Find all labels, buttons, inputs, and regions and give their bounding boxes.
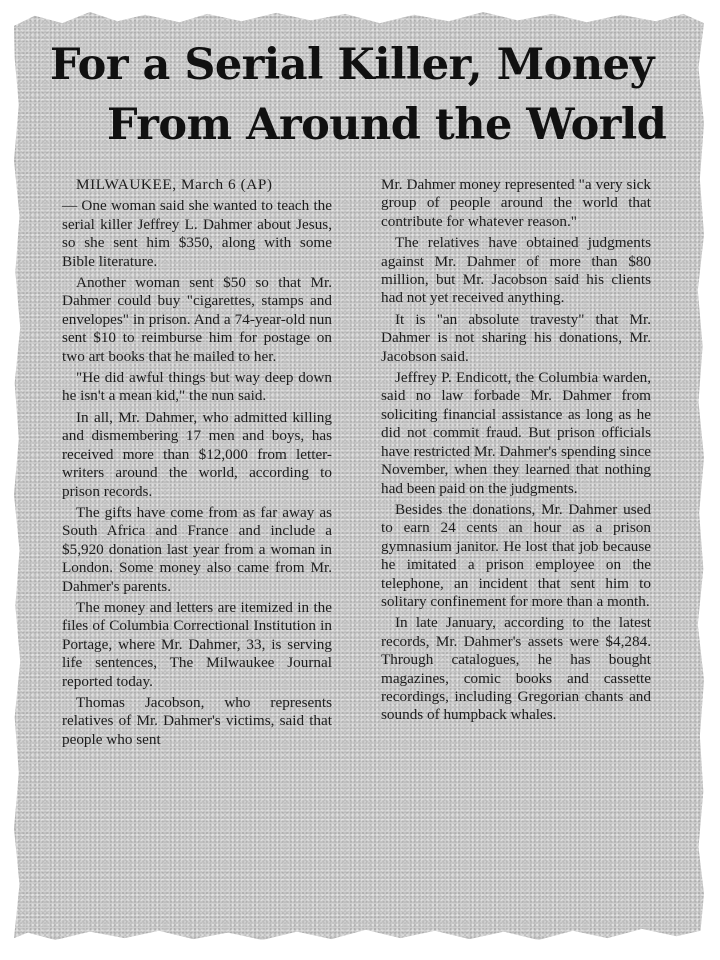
article-column-left [62,176,332,752]
article-paragraph: Another woman sent $50 so that Mr. Dahmer could buy "cigarettes, stamps and envelopes" in prison. And a 74-year-old nun sent $10 to reimburse him for postage on two art books that he mailed to her. [62,274,332,365]
article-paragraph: Besides the donations, Mr. Dahmer used to earn 24 cents an hour as a prison gymnasium janitor. He lost that job because he imitated a prison employee on the telephone, an incident that sent him to solitary confinement for more than a month. [381,500,651,610]
article-paragraph: — One woman said she wanted to teach the serial killer Jeffrey L. Dahmer about Jesus, so she sent him $350, along with some Bible literature. [62,197,332,270]
article-paragraph: "He did awful things but way deep down he isn't a mean kid," the nun said. [62,369,332,405]
article-paragraph [62,176,332,194]
article-paragraph: The gifts have come from as far away as South Africa and France and include a $5,920 donation last year from a woman in London. Some money also came from Mr. Dahmer's parents. [62,503,332,595]
article-paragraph: In late January, according to the latest records, Mr. Dahmer's assets were $4,284. Through catalogues, he has bought magazines, comic books and cassette recordings, including Gregorian chants and sounds of humpback whales. [381,614,651,724]
headline-line-1: For a Serial Killer, Money [50,40,654,90]
article-paragraph: The money and letters are itemized in the files of Columbia Correctional Institution in Portage, where Mr. Dahmer, 33, is serving life sentences, The Milwaukee Journal reported today. [62,598,332,690]
article-paragraph: In all, Mr. Dahmer, who admitted killing and dismembering 17 men and boys, has received more than $12,000 from letter-writers around the world, according to prison records. [62,408,332,500]
dateline: MILWAUKEE, March 6 (AP) [76,176,273,193]
article-paragraph: Mr. Dahmer money represented "a very sick group of people around the world that contribute for whatever reason." [381,176,651,230]
article-paragraph: Jeffrey P. Endicott, the Columbia warden, said no law forbade Mr. Dahmer from soliciting financial assistance as long as he did not commit fraud. But prison officials have restricted Mr. Dahmer's spending since November, when they learned that nothing had been paid on the judgments. [381,369,651,497]
article-paragraph: The relatives have obtained judgments against Mr. Dahmer of more than $80 million, but Mr. Jacobson said his clients had not yet received anything. [381,234,651,307]
article-column-right [381,176,651,728]
article-paragraph: It is "an absolute travesty" that Mr. Dahmer is not sharing his donations, Mr. Jacobson said. [381,310,651,365]
headline-line-2: From Around the World [107,100,667,150]
article-paragraph: Thomas Jacobson, who represents relatives of Mr. Dahmer's victims, said that people who sent [62,693,332,748]
